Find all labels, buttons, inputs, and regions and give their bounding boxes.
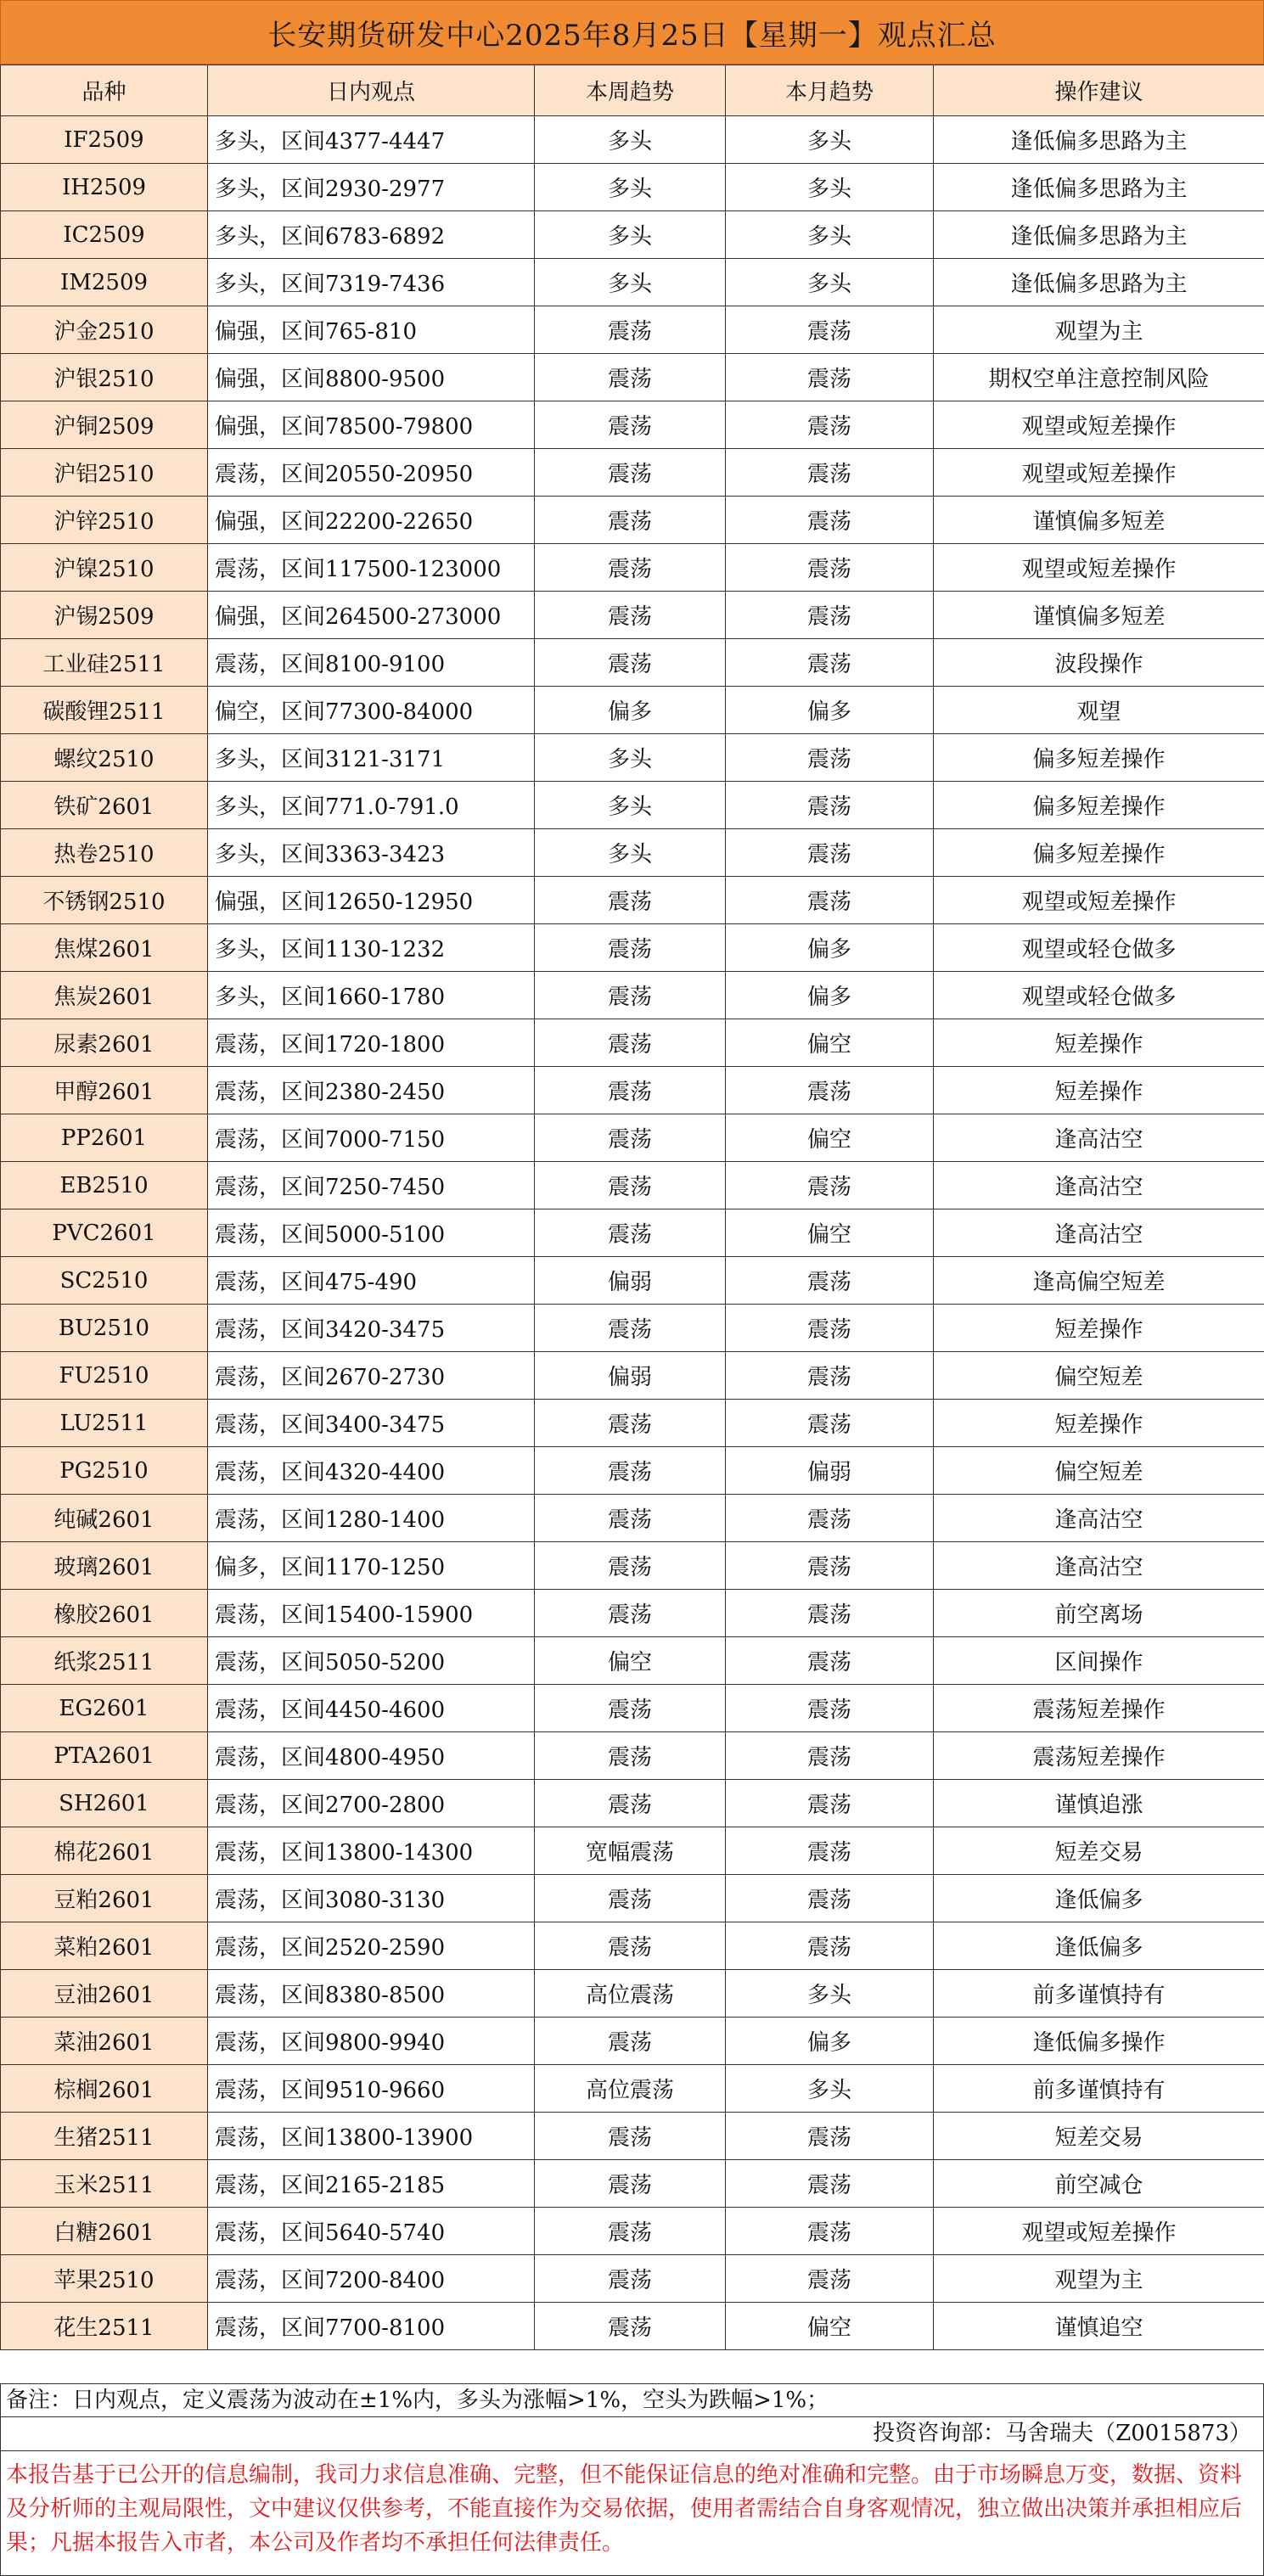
table-row (1, 1495, 1264, 1542)
intraday-view-cell: 震荡，区间2700-2800 (208, 1780, 535, 1827)
intraday-view-cell: 震荡，区间8380-8500 (208, 1970, 535, 2018)
weekly-trend-cell: 震荡 (535, 1732, 726, 1780)
table-row (1, 1400, 1264, 1447)
weekly-trend-cell: 震荡 (535, 1019, 726, 1067)
variety-cell: PTA2601 (1, 1732, 208, 1780)
advice-cell: 逢低偏多思路为主 (934, 116, 1264, 164)
weekly-trend-cell: 震荡 (535, 1114, 726, 1162)
advice-cell: 震荡短差操作 (934, 1685, 1264, 1732)
monthly-trend-cell: 震荡 (726, 497, 934, 544)
advice-cell: 逢低偏多思路为主 (934, 211, 1264, 259)
variety-cell: 苹果2510 (1, 2255, 208, 2303)
monthly-trend-cell: 震荡 (726, 829, 934, 877)
weekly-trend-cell: 多头 (535, 734, 726, 782)
advice-cell: 逢高沽空 (934, 1495, 1264, 1542)
monthly-trend-cell: 震荡 (726, 1922, 934, 1970)
advice-cell: 短差交易 (934, 2113, 1264, 2160)
variety-cell: 尿素2601 (1, 1019, 208, 1067)
weekly-trend-cell: 震荡 (535, 497, 726, 544)
monthly-trend-cell: 偏空 (726, 1209, 934, 1257)
intraday-view-cell: 震荡，区间4320-4400 (208, 1447, 535, 1495)
monthly-trend-cell: 震荡 (726, 877, 934, 924)
intraday-view-cell: 多头，区间771.0-791.0 (208, 782, 535, 829)
weekly-trend-cell: 震荡 (535, 1685, 726, 1732)
intraday-view-cell: 震荡，区间13800-13900 (208, 2113, 535, 2160)
monthly-trend-cell: 震荡 (726, 734, 934, 782)
weekly-trend-cell: 偏弱 (535, 1352, 726, 1400)
outlook-table (0, 65, 1264, 2350)
monthly-trend-cell: 偏多 (726, 924, 934, 972)
table-row (1, 2255, 1264, 2303)
advice-cell: 观望或短差操作 (934, 2208, 1264, 2255)
variety-cell: 沪锡2509 (1, 592, 208, 639)
variety-cell: 橡胶2601 (1, 1590, 208, 1637)
variety-cell: IH2509 (1, 164, 208, 211)
variety-cell: 菜粕2601 (1, 1922, 208, 1970)
variety-cell: 豆油2601 (1, 1970, 208, 2018)
intraday-view-cell: 震荡，区间5000-5100 (208, 1209, 535, 1257)
table-row (1, 116, 1264, 164)
variety-cell: 热卷2510 (1, 829, 208, 877)
variety-cell: PP2601 (1, 1114, 208, 1162)
weekly-trend-cell: 震荡 (535, 1067, 726, 1114)
advice-cell: 逢低偏多 (934, 1875, 1264, 1922)
weekly-trend-cell: 震荡 (535, 1542, 726, 1590)
intraday-view-cell: 震荡，区间4800-4950 (208, 1732, 535, 1780)
table-row (1, 2160, 1264, 2208)
variety-cell: IM2509 (1, 259, 208, 306)
intraday-view-cell: 偏强，区间8800-9500 (208, 354, 535, 401)
table-row (1, 734, 1264, 782)
weekly-trend-cell: 震荡 (535, 972, 726, 1019)
monthly-trend-cell: 多头 (726, 259, 934, 306)
advice-cell: 观望为主 (934, 2255, 1264, 2303)
monthly-trend-cell: 震荡 (726, 449, 934, 497)
table-row (1, 306, 1264, 354)
weekly-trend-cell: 震荡 (535, 1780, 726, 1827)
variety-cell: 沪镍2510 (1, 544, 208, 592)
weekly-trend-cell: 震荡 (535, 2160, 726, 2208)
weekly-trend-cell: 震荡 (535, 2113, 726, 2160)
monthly-trend-cell: 偏空 (726, 1114, 934, 1162)
variety-cell: BU2510 (1, 1305, 208, 1352)
monthly-trend-cell: 震荡 (726, 306, 934, 354)
weekly-trend-cell: 震荡 (535, 2208, 726, 2255)
weekly-trend-cell: 震荡 (535, 1922, 726, 1970)
advice-cell: 观望为主 (934, 306, 1264, 354)
advice-cell: 偏空短差 (934, 1447, 1264, 1495)
table-row (1, 1685, 1264, 1732)
advice-cell: 偏多短差操作 (934, 734, 1264, 782)
intraday-view-cell: 偏强，区间765-810 (208, 306, 535, 354)
variety-cell: PVC2601 (1, 1209, 208, 1257)
weekly-trend-cell: 高位震荡 (535, 1970, 726, 2018)
advice-cell: 短差操作 (934, 1019, 1264, 1067)
monthly-trend-cell: 多头 (726, 164, 934, 211)
monthly-trend-cell: 偏多 (726, 2018, 934, 2065)
weekly-trend-cell: 震荡 (535, 1209, 726, 1257)
table-row (1, 972, 1264, 1019)
footnote: 备注：日内观点，定义震荡为波动在±1%内，多头为涨幅>1%，空头为跌幅>1%； (0, 2383, 1264, 2417)
intraday-view-cell: 震荡，区间3400-3475 (208, 1400, 535, 1447)
weekly-trend-cell: 多头 (535, 211, 726, 259)
table-row (1, 544, 1264, 592)
advice-cell: 观望或轻仓做多 (934, 924, 1264, 972)
monthly-trend-cell: 偏弱 (726, 1447, 934, 1495)
table-row (1, 924, 1264, 972)
table-row (1, 1780, 1264, 1827)
monthly-trend-cell: 偏空 (726, 2303, 934, 2350)
weekly-trend-cell: 震荡 (535, 2018, 726, 2065)
table-body (1, 116, 1264, 2350)
table-row (1, 1019, 1264, 1067)
table-row (1, 782, 1264, 829)
table-row (1, 877, 1264, 924)
variety-cell: 玻璃2601 (1, 1542, 208, 1590)
weekly-trend-cell: 震荡 (535, 1447, 726, 1495)
disclaimer: 本报告基于已公开的信息编制，我司力求信息准确、完整，但不能保证信息的绝对准确和完整。由于市场瞬息万变，数据、资料及分析师的主观局限性，文中建议仅供参考，不能直接作为交易依据，使用者需结合自身客观情况，独立做出决策并承担相应后果；凡据本报告入市者，本公司及作者均不承担任何法律责任。 (0, 2451, 1264, 2576)
variety-cell: IC2509 (1, 211, 208, 259)
table-row (1, 1637, 1264, 1685)
variety-cell: 纯碱2601 (1, 1495, 208, 1542)
intraday-view-cell: 偏强，区间12650-12950 (208, 877, 535, 924)
intraday-view-cell: 震荡，区间4450-4600 (208, 1685, 535, 1732)
weekly-trend-cell: 震荡 (535, 1875, 726, 1922)
advice-cell: 逢高沽空 (934, 1209, 1264, 1257)
variety-cell: EB2510 (1, 1162, 208, 1209)
advice-cell: 观望或短差操作 (934, 544, 1264, 592)
table-row (1, 449, 1264, 497)
weekly-trend-cell: 震荡 (535, 1590, 726, 1637)
weekly-trend-cell: 震荡 (535, 306, 726, 354)
intraday-view-cell: 震荡，区间7250-7450 (208, 1162, 535, 1209)
advice-cell: 波段操作 (934, 639, 1264, 687)
monthly-trend-cell: 震荡 (726, 2113, 934, 2160)
advice-cell: 逢高沽空 (934, 1162, 1264, 1209)
table-row (1, 1970, 1264, 2018)
variety-cell: FU2510 (1, 1352, 208, 1400)
advice-cell: 期权空单注意控制风险 (934, 354, 1264, 401)
weekly-trend-cell: 震荡 (535, 1162, 726, 1209)
advice-cell: 偏空短差 (934, 1352, 1264, 1400)
intraday-view-cell: 多头，区间3121-3171 (208, 734, 535, 782)
variety-cell: 菜油2601 (1, 2018, 208, 2065)
table-row (1, 592, 1264, 639)
intraday-view-cell: 震荡，区间2670-2730 (208, 1352, 535, 1400)
weekly-trend-cell: 偏空 (535, 1637, 726, 1685)
weekly-trend-cell: 多头 (535, 116, 726, 164)
table-row (1, 1352, 1264, 1400)
variety-cell: 豆粕2601 (1, 1875, 208, 1922)
variety-cell: 不锈钢2510 (1, 877, 208, 924)
variety-cell: 螺纹2510 (1, 734, 208, 782)
variety-cell: 甲醇2601 (1, 1067, 208, 1114)
advice-cell: 短差操作 (934, 1067, 1264, 1114)
variety-cell: 沪铝2510 (1, 449, 208, 497)
intraday-view-cell: 多头，区间2930-2977 (208, 164, 535, 211)
variety-cell: 生猪2511 (1, 2113, 208, 2160)
table-row (1, 1067, 1264, 1114)
advice-cell: 震荡短差操作 (934, 1732, 1264, 1780)
monthly-trend-cell: 震荡 (726, 544, 934, 592)
intraday-view-cell: 震荡，区间8100-9100 (208, 639, 535, 687)
report-title: 长安期货研发中心2025年8月25日【星期一】观点汇总 (0, 0, 1264, 65)
advice-cell: 逢低偏多思路为主 (934, 164, 1264, 211)
variety-cell: 焦煤2601 (1, 924, 208, 972)
intraday-view-cell: 多头，区间3363-3423 (208, 829, 535, 877)
intraday-view-cell: 多头，区间7319-7436 (208, 259, 535, 306)
intraday-view-cell: 震荡，区间1720-1800 (208, 1019, 535, 1067)
weekly-trend-cell: 高位震荡 (535, 2065, 726, 2113)
advice-cell: 前多谨慎持有 (934, 2065, 1264, 2113)
variety-cell: PG2510 (1, 1447, 208, 1495)
monthly-trend-cell: 震荡 (726, 592, 934, 639)
advice-cell: 谨慎追涨 (934, 1780, 1264, 1827)
variety-cell: 铁矿2601 (1, 782, 208, 829)
intraday-view-cell: 偏强，区间264500-273000 (208, 592, 535, 639)
monthly-trend-cell: 震荡 (726, 1400, 934, 1447)
monthly-trend-cell: 多头 (726, 1970, 934, 2018)
advice-cell: 逢高沽空 (934, 1542, 1264, 1590)
table-row (1, 211, 1264, 259)
weekly-trend-cell: 多头 (535, 829, 726, 877)
intraday-view-cell: 震荡，区间15400-15900 (208, 1590, 535, 1637)
table-row (1, 829, 1264, 877)
table-row (1, 639, 1264, 687)
weekly-trend-cell: 多头 (535, 782, 726, 829)
intraday-view-cell: 震荡，区间13800-14300 (208, 1827, 535, 1875)
table-row (1, 354, 1264, 401)
advice-cell: 前空减仓 (934, 2160, 1264, 2208)
monthly-trend-cell: 震荡 (726, 1827, 934, 1875)
variety-cell: 棉花2601 (1, 1827, 208, 1875)
monthly-trend-cell: 震荡 (726, 1875, 934, 1922)
monthly-trend-cell: 震荡 (726, 1542, 934, 1590)
monthly-trend-cell: 震荡 (726, 1257, 934, 1305)
intraday-view-cell: 震荡，区间9800-9940 (208, 2018, 535, 2065)
advice-cell: 观望或短差操作 (934, 401, 1264, 449)
intraday-view-cell: 震荡，区间7000-7150 (208, 1114, 535, 1162)
advice-cell: 偏多短差操作 (934, 782, 1264, 829)
weekly-trend-cell: 偏弱 (535, 1257, 726, 1305)
intraday-view-cell: 震荡，区间2520-2590 (208, 1922, 535, 1970)
weekly-trend-cell: 震荡 (535, 354, 726, 401)
advice-cell: 短差交易 (934, 1827, 1264, 1875)
table-row (1, 259, 1264, 306)
monthly-trend-cell: 震荡 (726, 1352, 934, 1400)
weekly-trend-cell: 震荡 (535, 639, 726, 687)
advice-cell: 谨慎偏多短差 (934, 592, 1264, 639)
monthly-trend-cell: 震荡 (726, 1305, 934, 1352)
intraday-view-cell: 震荡，区间5050-5200 (208, 1637, 535, 1685)
variety-cell: SH2601 (1, 1780, 208, 1827)
weekly-trend-cell: 震荡 (535, 1400, 726, 1447)
header-weekly-trend: 本周趋势 (535, 65, 726, 116)
monthly-trend-cell: 偏空 (726, 1019, 934, 1067)
monthly-trend-cell: 震荡 (726, 2160, 934, 2208)
advice-cell: 观望 (934, 687, 1264, 734)
intraday-view-cell: 多头，区间4377-4447 (208, 116, 535, 164)
table-row (1, 1922, 1264, 1970)
monthly-trend-cell: 震荡 (726, 1067, 934, 1114)
intraday-view-cell: 震荡，区间475-490 (208, 1257, 535, 1305)
monthly-trend-cell: 偏多 (726, 972, 934, 1019)
consultant-line: 投资咨询部：马舍瑞夫（Z0015873） (0, 2417, 1264, 2451)
weekly-trend-cell: 震荡 (535, 2255, 726, 2303)
monthly-trend-cell: 震荡 (726, 2208, 934, 2255)
intraday-view-cell: 震荡，区间5640-5740 (208, 2208, 535, 2255)
intraday-view-cell: 震荡，区间1280-1400 (208, 1495, 535, 1542)
variety-cell: 沪铜2509 (1, 401, 208, 449)
advice-cell: 逢高偏空短差 (934, 1257, 1264, 1305)
weekly-trend-cell: 多头 (535, 164, 726, 211)
table-row (1, 2208, 1264, 2255)
monthly-trend-cell: 震荡 (726, 2255, 934, 2303)
table-row (1, 1542, 1264, 1590)
variety-cell: EG2601 (1, 1685, 208, 1732)
monthly-trend-cell: 震荡 (726, 1495, 934, 1542)
variety-cell: 白糖2601 (1, 2208, 208, 2255)
monthly-trend-cell: 多头 (726, 2065, 934, 2113)
table-row (1, 401, 1264, 449)
intraday-view-cell: 震荡，区间20550-20950 (208, 449, 535, 497)
table-row (1, 1827, 1264, 1875)
table-row (1, 1447, 1264, 1495)
variety-cell: IF2509 (1, 116, 208, 164)
table-row (1, 2303, 1264, 2350)
monthly-trend-cell: 震荡 (726, 1590, 934, 1637)
table-row (1, 2018, 1264, 2065)
table-row (1, 1305, 1264, 1352)
intraday-view-cell: 震荡，区间2380-2450 (208, 1067, 535, 1114)
monthly-trend-cell: 震荡 (726, 1732, 934, 1780)
advice-cell: 观望或短差操作 (934, 449, 1264, 497)
monthly-trend-cell: 震荡 (726, 1780, 934, 1827)
weekly-trend-cell: 多头 (535, 259, 726, 306)
variety-cell: 碳酸锂2511 (1, 687, 208, 734)
advice-cell: 前多谨慎持有 (934, 1970, 1264, 2018)
table-row (1, 1209, 1264, 1257)
variety-cell: 纸浆2511 (1, 1637, 208, 1685)
advice-cell: 区间操作 (934, 1637, 1264, 1685)
advice-cell: 逢低偏多思路为主 (934, 259, 1264, 306)
intraday-view-cell: 偏强，区间78500-79800 (208, 401, 535, 449)
monthly-trend-cell: 震荡 (726, 1637, 934, 1685)
variety-cell: 工业硅2511 (1, 639, 208, 687)
table-row (1, 687, 1264, 734)
intraday-view-cell: 震荡，区间3420-3475 (208, 1305, 535, 1352)
variety-cell: 玉米2511 (1, 2160, 208, 2208)
monthly-trend-cell: 震荡 (726, 1162, 934, 1209)
intraday-view-cell: 偏空，区间77300-84000 (208, 687, 535, 734)
variety-cell: SC2510 (1, 1257, 208, 1305)
table-row (1, 1590, 1264, 1637)
advice-cell: 前空离场 (934, 1590, 1264, 1637)
table-header-row (1, 65, 1264, 116)
variety-cell: 棕榈2601 (1, 2065, 208, 2113)
monthly-trend-cell: 震荡 (726, 1685, 934, 1732)
weekly-trend-cell: 震荡 (535, 1495, 726, 1542)
monthly-trend-cell: 震荡 (726, 354, 934, 401)
table-row (1, 1732, 1264, 1780)
intraday-view-cell: 多头，区间1660-1780 (208, 972, 535, 1019)
header-intraday-view: 日内观点 (208, 65, 535, 116)
table-row (1, 1162, 1264, 1209)
monthly-trend-cell: 多头 (726, 116, 934, 164)
weekly-trend-cell: 震荡 (535, 592, 726, 639)
advice-cell: 谨慎追空 (934, 2303, 1264, 2350)
weekly-trend-cell: 宽幅震荡 (535, 1827, 726, 1875)
weekly-trend-cell: 震荡 (535, 1305, 726, 1352)
advice-cell: 逢低偏多操作 (934, 2018, 1264, 2065)
intraday-view-cell: 震荡，区间9510-9660 (208, 2065, 535, 2113)
weekly-trend-cell: 震荡 (535, 544, 726, 592)
monthly-trend-cell: 偏多 (726, 687, 934, 734)
variety-cell: 沪锌2510 (1, 497, 208, 544)
advice-cell: 逢低偏多 (934, 1922, 1264, 1970)
variety-cell: 沪金2510 (1, 306, 208, 354)
intraday-view-cell: 多头，区间6783-6892 (208, 211, 535, 259)
weekly-trend-cell: 震荡 (535, 924, 726, 972)
monthly-trend-cell: 多头 (726, 211, 934, 259)
table-row (1, 2113, 1264, 2160)
weekly-trend-cell: 震荡 (535, 877, 726, 924)
advice-cell: 偏多短差操作 (934, 829, 1264, 877)
intraday-view-cell: 震荡，区间3080-3130 (208, 1875, 535, 1922)
advice-cell: 谨慎偏多短差 (934, 497, 1264, 544)
variety-cell: 焦炭2601 (1, 972, 208, 1019)
variety-cell: 花生2511 (1, 2303, 208, 2350)
monthly-trend-cell: 震荡 (726, 782, 934, 829)
intraday-view-cell: 震荡，区间2165-2185 (208, 2160, 535, 2208)
header-variety: 品种 (1, 65, 208, 116)
advice-cell: 短差操作 (934, 1400, 1264, 1447)
intraday-view-cell: 震荡，区间117500-123000 (208, 544, 535, 592)
variety-cell: LU2511 (1, 1400, 208, 1447)
weekly-trend-cell: 震荡 (535, 2303, 726, 2350)
advice-cell: 观望或轻仓做多 (934, 972, 1264, 1019)
weekly-trend-cell: 震荡 (535, 401, 726, 449)
table-row (1, 1257, 1264, 1305)
monthly-trend-cell: 震荡 (726, 639, 934, 687)
intraday-view-cell: 多头，区间1130-1232 (208, 924, 535, 972)
header-monthly-trend: 本月趋势 (726, 65, 934, 116)
advice-cell: 逢高沽空 (934, 1114, 1264, 1162)
intraday-view-cell: 震荡，区间7200-8400 (208, 2255, 535, 2303)
weekly-trend-cell: 震荡 (535, 449, 726, 497)
table-row (1, 497, 1264, 544)
intraday-view-cell: 偏多，区间1170-1250 (208, 1542, 535, 1590)
header-operation-advice: 操作建议 (934, 65, 1264, 116)
table-row (1, 1875, 1264, 1922)
table-row (1, 164, 1264, 211)
monthly-trend-cell: 震荡 (726, 401, 934, 449)
intraday-view-cell: 偏强，区间22200-22650 (208, 497, 535, 544)
variety-cell: 沪银2510 (1, 354, 208, 401)
advice-cell: 短差操作 (934, 1305, 1264, 1352)
table-row (1, 1114, 1264, 1162)
weekly-trend-cell: 偏多 (535, 687, 726, 734)
advice-cell: 观望或短差操作 (934, 877, 1264, 924)
table-row (1, 2065, 1264, 2113)
intraday-view-cell: 震荡，区间7700-8100 (208, 2303, 535, 2350)
